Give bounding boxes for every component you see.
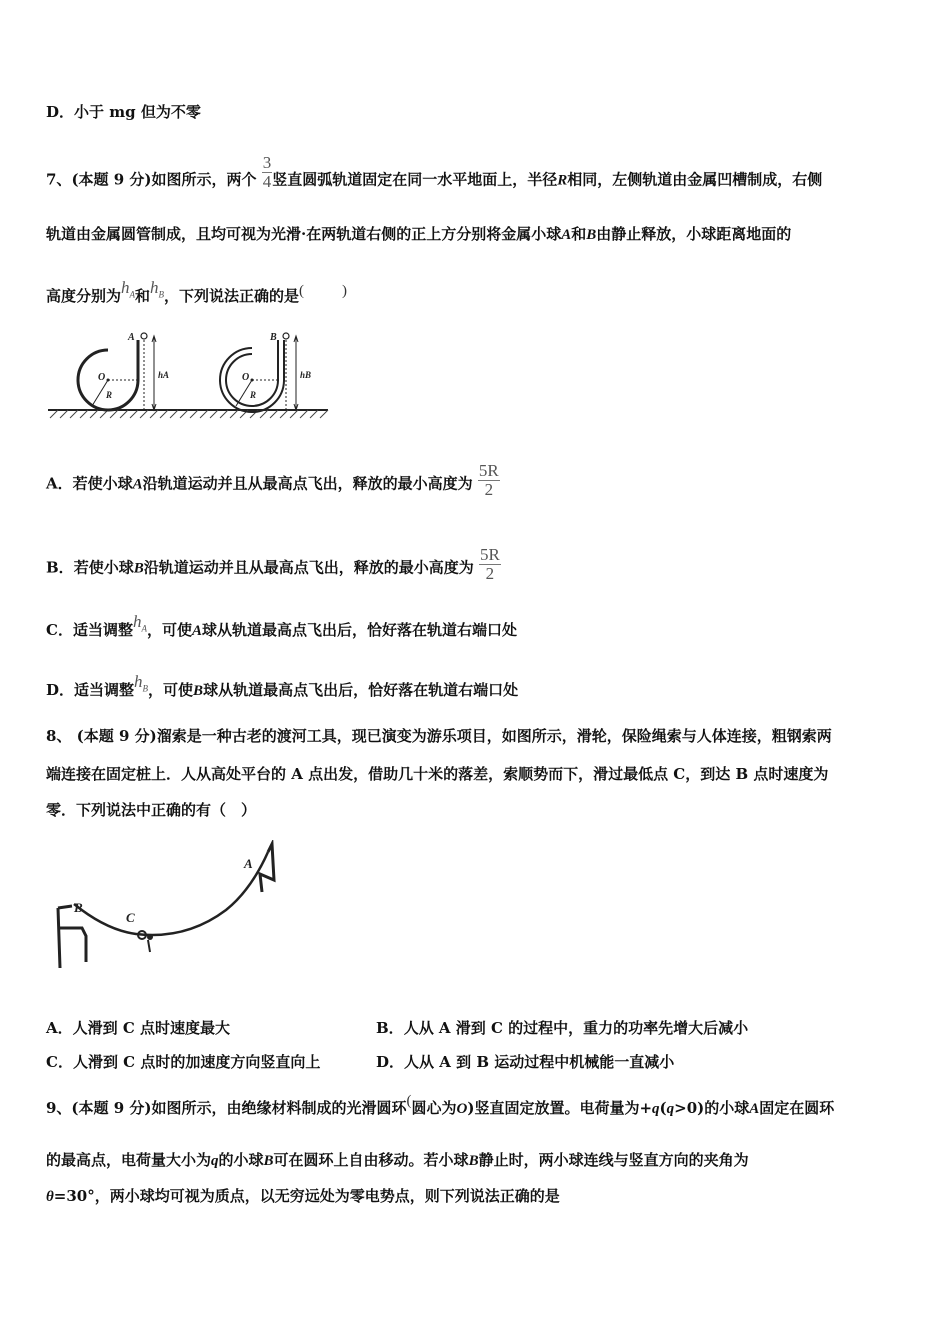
q7-stem-line3: 高度分别为$h_A$和$h_B$，下列说法正确的是( ) [46,278,348,305]
symbol-hB: $h_B$ [150,278,165,300]
q6-option-d: D．小于 mg 但为不零 [46,103,201,121]
q8-stem-line1: 8、 (本题 9 分)溜索是一种古老的渡河工具，现已演变为游乐项目，如图所示，滑轮，保险绳索与人体连接，粗钢索两 [46,727,832,745]
svg-text:O: O [242,372,250,383]
q8-stem-line3: 零．下列说法中正确的有（ ） [46,801,257,819]
fraction-three-quarters: $\frac{3}{4}$ [262,153,272,191]
svg-text:O: O [98,372,106,383]
track-b-arc-outer [220,340,284,412]
q8-option-c: C．人滑到 C 点时的加速度方向竖直向上 [46,1053,321,1071]
svg-text:B: B [270,332,277,343]
svg-text:hB: hB [300,370,312,380]
ball-a [141,333,147,339]
q7-option-c: C．适当调整$h_A$，可使A球从轨道最高点飞出后，恰好落在轨道右端口处 [46,612,518,639]
fraction-5R-over-2: $\frac{5R}{2}$ [478,461,499,499]
q8-option-a: A．人滑到 C 点时速度最大 [46,1019,231,1037]
q7-figure-tracks [46,326,336,420]
q8-option-d: D．人从 A 到 B 运动过程中机械能一直减小 [376,1053,675,1071]
q7-option-d: D．适当调整$h_B$，可使B球从轨道最高点飞出后，恰好落在轨道右端口处 [46,672,519,699]
svg-text:C: C [126,910,135,925]
q8-figure-zipline [46,840,286,980]
q9-stem-line3: θ=30°，两小球均可视为质点，以无穷远处为零电势点，则下列说法正确的是 [46,1187,560,1205]
q8-option-b: B．人从 A 滑到 C 的过程中，重力的功率先增大后减小 [376,1019,749,1037]
q7-stem-line2: 轨道由金属圆管制成，且均可视为光滑·在两轨道右侧的正上方分别将金属小球A和B由静止释放，小球距离地面的 [46,225,792,243]
q7-stem-line1: 7、(本题 9 分)如图所示，两个 $\frac{3}{4}$ 竖直圆弧轨道固定在同一水平地面上，半径R相同，左侧轨道由金属凹槽制成，右侧 [46,153,823,191]
svg-text:A: A [128,332,135,343]
svg-text:A: A [244,856,253,871]
q7-option-a: A．若使小球A沿轨道运动并且从最高点飞出，释放的最小高度为 $\frac{5R}{2}$ [46,461,499,499]
symbol-hA: $h_A$ [121,278,136,300]
symbol-hA: $h_A$ [132,612,147,634]
svg-text:B: B [74,900,83,915]
q9-stem-line2: 的最高点，电荷量大小为q的小球B可在圆环上自由移动。若小球B静止时，两小球连线与竖直方向的夹角为 [46,1151,749,1169]
fraction-5R-over-2: $\frac{5R}{2}$ [479,545,500,583]
zipline-cable [74,852,268,935]
svg-text:hA: hA [158,370,170,380]
svg-text:R: R [250,390,257,400]
symbol-hB: $h_B$ [134,672,149,694]
q7-option-b: B．若使小球B沿轨道运动并且从最高点飞出，释放的最小高度为 $\frac{5R}{2}$ [46,545,500,583]
ball-b [283,333,289,339]
q8-stem-line2: 端连接在固定桩上．人从高处平台的 A 点出发，借助几十米的落差，索顺势而下，滑过最低点 C，到达 B 点时速度为 [46,765,829,783]
q9-stem-line1: 9、(本题 9 分)如图所示，由绝缘材料制成的光滑圆环(圆心为O)竖直固定放置。电荷量为+q(q>0)的小球A固定在圆环 [46,1093,835,1117]
svg-text:R: R [106,390,113,400]
